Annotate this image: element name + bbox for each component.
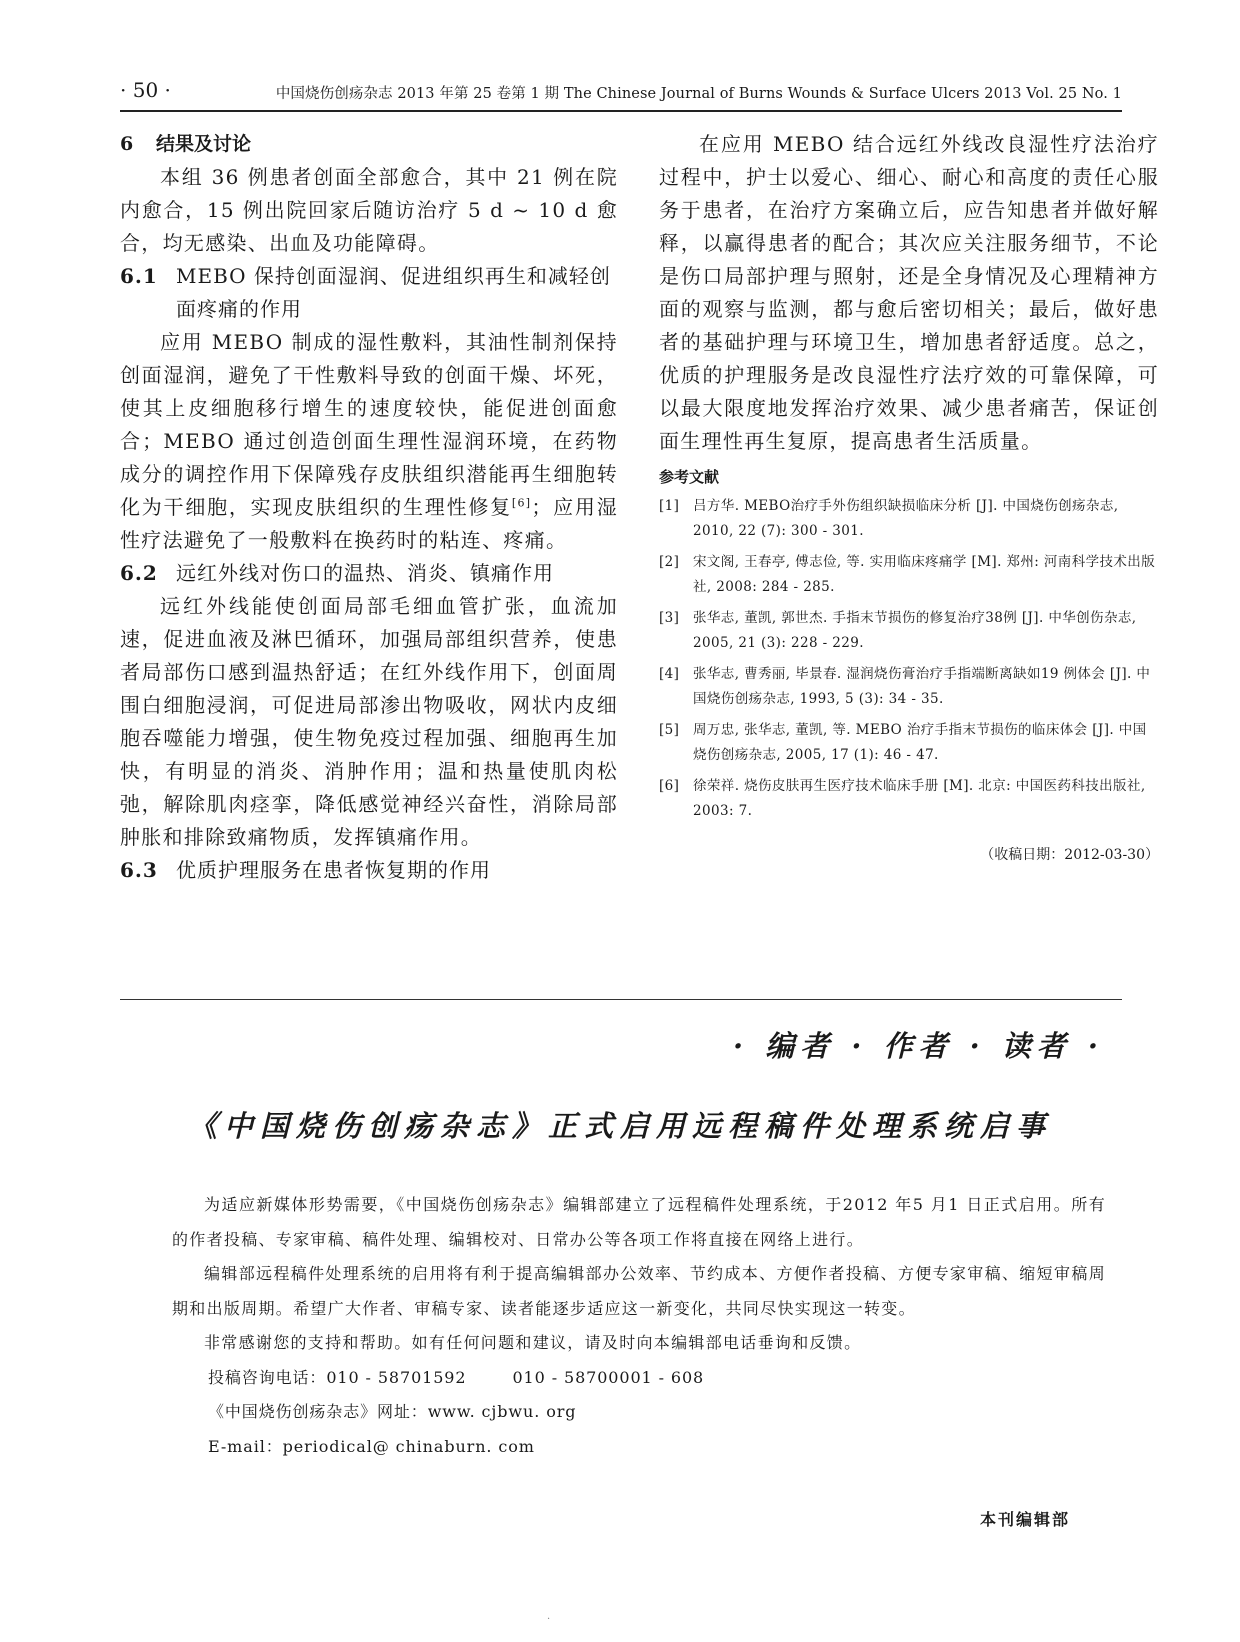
phone-number[interactable]: 010 - 58701592 — [326, 1367, 467, 1387]
journal-title-line: 中国烧伤创疡杂志 2013 年第 25 卷第 1 期 The Chinese Journal of Burns Wounds & Surface Ulcers 2013 Vol. 25 No. 1 — [275, 86, 1122, 102]
notice-body — [172, 1188, 1106, 1464]
mebo-paragraph — [120, 326, 618, 557]
mebo-text: 应用 MEBO 制成的湿性敷料，其油性制剂保持创面湿润，避免了干性敷料导致的创面干燥、坏死，使其上皮细胞移行增生的速度较快，能促进创面愈合；MEBO 通过创造创面生理性湿润环境，在药物成分的调控作用下保障残存皮肤组织潜能再生细胞转化为干细胞，实现皮肤组织的生理性修复 — [120, 330, 618, 519]
subsection-number: 6.2 — [120, 561, 158, 585]
section-heading — [120, 128, 618, 161]
phone-label: 投稿咨询电话： — [208, 1367, 327, 1387]
reference-item — [659, 662, 1159, 712]
received-date: （收稿日期：2012-03-30） — [980, 847, 1159, 863]
section-number: 6 — [120, 133, 134, 155]
reference-item — [659, 718, 1159, 768]
running-header — [120, 78, 1122, 110]
subsection-heading — [120, 854, 618, 887]
reference-item — [659, 774, 1159, 824]
reference-text: 吕方华. MEBO治疗手外伤组织缺损临床分析 [J]. 中国烧伤创疡杂志, 2010, 22 (7): 300 - 301. — [693, 498, 1119, 539]
phone-line — [208, 1361, 1106, 1396]
subsection-heading — [120, 260, 618, 326]
citation-link[interactable]: [6] — [511, 496, 532, 510]
website-line[interactable]: 《中国烧伤创疡杂志》网址：www. cjbwu. org — [208, 1402, 577, 1421]
phone-number[interactable]: 010 - 58700001 - 608 — [512, 1367, 705, 1387]
reference-number: [4] — [659, 666, 680, 682]
subsection-number: 6.3 — [120, 858, 158, 882]
subsection-number: 6.1 — [120, 264, 158, 288]
reference-item — [659, 550, 1159, 600]
reference-number: [2] — [659, 554, 680, 570]
subsection-title: 远红外线对伤口的温热、消炎、镇痛作用 — [176, 561, 554, 585]
notice-paragraph: 为适应新媒体形势需要，《中国烧伤创疡杂志》编辑部建立了远程稿件处理系统，于2012 年5 月1 日正式启用。所有的作者投稿、专家审稿、稿件处理、编辑校对、日常办公等各项工作将直接在网络上进行。 — [172, 1195, 1106, 1249]
editorial-signature: 本刊编辑部 — [979, 1510, 1070, 1529]
reference-text: 张华志, 董凯, 郭世杰. 手指末节损伤的修复治疗38例 [J]. 中华创伤杂志, 2005, 21 (3): 228 - 229. — [693, 610, 1137, 651]
reference-item — [659, 606, 1159, 656]
reference-text: 周万忠, 张华志, 董凯, 等. MEBO 治疗手指末节损伤的临床体会 [J]. 中国烧伤创疡杂志, 2005, 17 (1): 46 - 47. — [693, 722, 1147, 763]
section-banner: · 编者 · 作者 · 读者 · — [733, 1029, 1104, 1063]
nursing-paragraph: 在应用 MEBO 结合远红外线改良湿性疗法治疗过程中，护士以爱心、细心、耐心和高度的责任心服务于患者，在治疗方案确立后，应告知患者并做好解释，以赢得患者的配合；其次应关注服务细节，不论是伤口局部护理与照射，还是全身情况及心理精神方面的观察与监测，都与愈后密切相关；最后，做好患者的基础护理与环境卫生，增加患者舒适度。总之，优质的护理服务是改良湿性疗法疗效的可靠保障，可以最大限度地发挥治疗效果、减少患者痛苦，保证创面生理性再生复原，提高患者生活质量。 — [659, 132, 1159, 453]
page-number: · 50 · — [120, 78, 171, 102]
reference-number: [5] — [659, 722, 680, 738]
scan-speck: · — [547, 1614, 551, 1625]
reference-number: [6] — [659, 778, 680, 794]
results-paragraph: 本组 36 例患者创面全部愈合，其中 21 例在院内愈合，15 例出院回家后随访治疗 5 d ~ 10 d 愈合，均无感染、出血及功能障碍。 — [120, 165, 618, 255]
mebo-text-end: ；应用湿性疗法避免了一般敷料在换药时的粘连、疼痛。 — [120, 495, 618, 552]
left-column — [120, 128, 618, 887]
notice-paragraph: 编辑部远程稿件处理系统的启用将有利于提高编辑部办公效率、节约成本、方便作者投稿、方便专家审稿、缩短审稿周期和出版周期。希望广大作者、审稿专家、读者能逐步适应这一新变化，共同尽快实现这一转变。 — [172, 1264, 1106, 1318]
infrared-paragraph: 远红外线能使创面局部毛细血管扩张，血流加速，促进血液及淋巴循环，加强局部组织营养，使患者局部伤口感到温热舒适；在红外线作用下，创面周围白细胞浸润，可促进局部渗出物吸收，网状内皮细胞吞噬能力增强，使生物免疫过程加强、细胞再生加快，有明显的消炎、消肿作用；温和热量使肌肉松弛，解除肌肉痉挛，降低感觉神经兴奋性，消除局部肿胀和排除致痛物质，发挥镇痛作用。 — [120, 594, 618, 849]
notice-title: 《中国烧伤创疡杂志》正式启用远程稿件处理系统启事 — [187, 1109, 1052, 1143]
right-column — [659, 128, 1159, 864]
subsection-title: MEBO 保持创面湿润、促进组织再生和减轻创面疼痛的作用 — [176, 264, 611, 321]
subsection-heading — [120, 557, 618, 590]
reference-number: [3] — [659, 610, 680, 626]
notice-paragraph: 非常感谢您的支持和帮助。如有任何问题和建议，请及时向本编辑部电话垂询和反馈。 — [204, 1333, 862, 1352]
header-rule — [120, 110, 1122, 112]
references-title: 参考文献 — [659, 468, 720, 486]
reference-text: 徐荣祥. 烧伤皮肤再生医疗技术临床手册 [M]. 北京: 中国医药科技出版社, 2003: 7. — [693, 778, 1146, 819]
section-title: 结果及讨论 — [156, 133, 252, 155]
section-separator — [120, 999, 1122, 1000]
reference-number: [1] — [659, 498, 680, 514]
email-line[interactable]: E-mail：periodical@ chinaburn. com — [208, 1436, 535, 1456]
reference-item — [659, 494, 1159, 544]
reference-text: 张华志, 曹秀丽, 毕景春. 湿润烧伤膏治疗手指端断离缺如19 例体会 [J]. 中国烧伤创疡杂志, 1993, 5 (3): 34 - 35. — [693, 666, 1151, 707]
subsection-title: 优质护理服务在患者恢复期的作用 — [176, 858, 491, 882]
reference-text: 宋文阁, 王春亭, 傅志俭, 等. 实用临床疼痛学 [M]. 郑州: 河南科学技术出版社, 2008: 284 - 285. — [693, 554, 1156, 595]
reference-list — [659, 494, 1159, 824]
